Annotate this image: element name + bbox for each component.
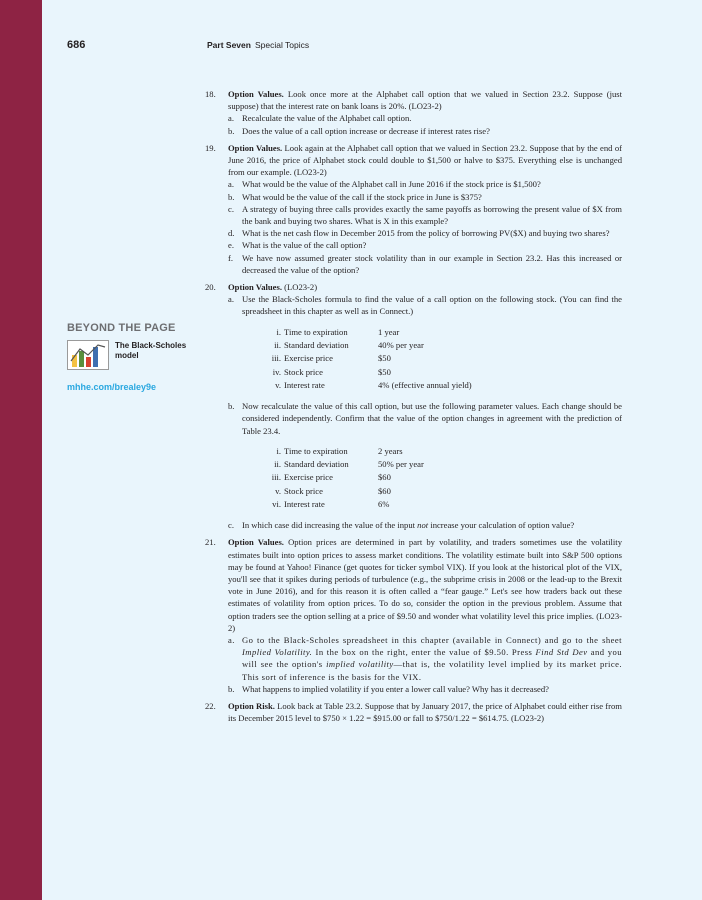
sidebar-url-link[interactable]: mhhe.com/brealey9e bbox=[67, 382, 157, 392]
question-18: 18. Option Values. Look once more at the Alphabet call option that we valued in Section 23.2. Suppose (just suppose) that the interest rate on bank loans is 20%. (LO23-2) a. Recalculate the value of the Alphabet call option. b. Does the value of a call option increase or decrease if interest rates rise? bbox=[205, 89, 622, 136]
question-21: 21. Option Values. Option prices are determined in part by volatility, and traders sometimes use the volatility estimates built into option prices to assess market conditions. The volatility estimate built into S&P 500 options may be found at Yahoo! Finance (get quotes for ticker symbol VIX). If you look at the historical plot of the VIX, you'll see that it spikes during periods of turbulence (e.g., the subprime crisis in 2008 or the lead-up to the Brexit vote in June 2016), and for this reason it is often called a “fear gauge.” Let's see how traders back out these estimates of volatility from option prices. To do so, consider the option in the previous problem. Assume that option traders see the option selling at a price of $9.50 and wonder what volatility level this price implies. (LO23-2) a. Go to the Black-Scholes spreadsheet in this chapter (available in Connect) and go to the sheet Implied Volatility. In the box on the right, enter the value of $9.50. Press Find Std Dev and you will see the option's implied volatility—that is, the volatility level implied by its market price. This sort of inference is the basis for the VIX. b. What happens to implied volatility if you enter a lower call value? Why has it decreased? bbox=[205, 537, 622, 694]
subpart-b: b. What happens to implied volatility if you enter a lower call value? Why has it decreased? bbox=[228, 683, 549, 694]
parameter-row: v. Stock price $60 bbox=[275, 485, 391, 496]
parameter-row: iii. Exercise price $60 bbox=[271, 472, 391, 483]
question-text: Look back at Table 23.2. Suppose that by January 2017, the price of Alphabet could either rise from its December 2015 level to $750 × 1.22 = $915.00 or fall to $750/1.22 = $614.75. (LO23-2) bbox=[228, 701, 622, 724]
subpart-b: b. What would be the value of the call if the stock price in June is $375? bbox=[228, 191, 482, 202]
question-title: Option Risk. bbox=[228, 701, 275, 712]
subpart-b: b. Now recalculate the value of this call option, but use the following parameter values. Each change should be considered independently. Confirm that the value of the option changes in agreement with the prediction of Table 23.4. bbox=[228, 401, 622, 436]
parameter-row: vi. Interest rate 6% bbox=[272, 498, 390, 509]
subpart-a: a. Go to the Black-Scholes spreadsheet in this chapter (available in Connect) and go to the sheet Implied Volatility. In the box on the right, enter the value of $9.50. Press Find Std Dev and you will see the option's implied volatility—that is, the volatility level implied by its market price. This sort of inference is the basis for the VIX. bbox=[228, 635, 622, 682]
question-text: (LO23-2) bbox=[284, 282, 318, 293]
parameter-row: iv. Stock price $50 bbox=[272, 366, 391, 377]
question-title: Option Values. bbox=[228, 142, 283, 153]
question-text: Option prices are determined in part by volatility, and traders sometimes use the volatility estimates built into option prices to assess market conditions. The volatility estimate built into S&P 500 options may be found at Yahoo! Finance (get quotes for ticker symbol VIX). If you look at the historical plot of the VIX, you'll see that it spikes during periods of turbulence (e.g., the subprime crisis in 2008 or the lead-up to the Brexit vote in June 2016), and for this reason it is often called a “fear gauge.” Let's see how traders back out these estimates of volatility from option prices. To do so, consider the option in the previous problem. Assume that option traders see the option selling at a price of $9.50 and wonder what volatility level this price implies. (LO23-2) bbox=[228, 537, 622, 633]
question-title: Option Values. bbox=[228, 537, 284, 548]
subpart-b: b. Does the value of a call option increase or decrease if interest rates rise? bbox=[228, 125, 490, 136]
question-text: Look once more at the Alphabet call option that we valued in Section 23.2. Suppose (just suppose) that the interest rate on bank loans is 20%. (LO23-2) bbox=[228, 89, 622, 112]
beyond-the-page-sidebar bbox=[67, 322, 187, 392]
running-head bbox=[207, 40, 309, 50]
main-column bbox=[205, 88, 622, 729]
chart-thumbnail-icon bbox=[67, 340, 109, 370]
subpart-e: e. What is the value of the call option? bbox=[228, 240, 367, 251]
parameter-row: i. Time to expiration 1 year bbox=[276, 326, 400, 337]
subpart-a: a. What would be the value of the Alphabet call in June 2016 if the stock price is $1,500? bbox=[228, 179, 541, 190]
question-19: 19. Option Values. Look again at the Alphabet call option that we valued in Section 23.2. Suppose that by the end of June 2016, the price of Alphabet stock could double to $1,500 or halve to $375. Everything else is unchanged from our example. (LO23-2) a. What would be the value of the Alphabet call in June 2016 if the stock price is $1,500? b. What would be the value of the call if the stock price in June is $375? c. A strategy of buying three calls provides exactly the same payoffs as borrowing the present value of $X from the bank and buying two shares. What is X in this example? d. What is the net cash flow in December 2015 from the policy of borrowing PV($X) and buying two shares? e. What is the value of the call option? f. We have now assumed greater stock volatility than in our example in Section 23.2. Has this increased or decreased the value of the option? bbox=[205, 142, 622, 275]
parameter-list-a bbox=[253, 326, 622, 392]
subpart-d: d. What is the net cash flow in December 2015 from the policy of borrowing PV($X) and buying two shares? bbox=[228, 228, 610, 239]
page-number: 686 bbox=[67, 39, 86, 51]
subpart-c: c. A strategy of buying three calls provides exactly the same payoffs as borrowing the present value of $X from the bank and buying two shares. What is X in this example? bbox=[228, 203, 622, 227]
sidebar-title: BEYOND THE PAGE bbox=[67, 322, 176, 334]
parameter-row: ii. Standard deviation 50% per year bbox=[274, 459, 424, 470]
parameter-row: ii. Standard deviation 40% per year bbox=[274, 339, 424, 350]
question-text: Look again at the Alphabet call option that we valued in Section 23.2. Suppose that by the end of June 2016, the price of Alphabet stock could double to $1,500 or halve to $375. Everything else is unchanged from our example. (LO23-2) bbox=[228, 142, 622, 178]
subpart-f: f. We have now assumed greater stock volatility than in our example in Section 23.2. Has this increased or decreased the value of the option? bbox=[228, 252, 622, 275]
question-title: Option Values. bbox=[228, 89, 284, 99]
parameter-row: i. Time to expiration 2 years bbox=[276, 445, 403, 456]
sidebar-resource-label: The Black-Scholes model bbox=[115, 341, 187, 360]
question-20: 20. Option Values. (LO23-2) a. Use the Black-Scholes formula to find the value of a call option on the following stock. (You can find the spreadsheet in this chapter as well as in Connect.) i. Time to expiration 1 year ii. Standard deviation 40% per year iii. Exercise price $50 iv. Stock price $50 v. Interest rate 4% (effective annual yield) b. Now recalculate the value of this call option, but use the following parameter values. Each change should be considered independently. Confirm that the value of the option changes in agreement with the prediction of Table 23.4. i. Time to expiration 2 years ii. Standard deviation 50% per year iii. Exercise price $60 v. Stock price $60 vi. Interest rate 6% c. In which case did increasing the value of the input not increase your calculation of option value? bbox=[205, 282, 622, 531]
parameter-row: iii. Exercise price $50 bbox=[271, 353, 391, 364]
parameter-list-b bbox=[253, 445, 622, 511]
question-22: 22. Option Risk. Look back at Table 23.2. Suppose that by January 2017, the price of Alphabet could either rise from its December 2015 level to $750 × 1.22 = $915.00 or fall to $750/1.22 = $614.75. (LO23-2) bbox=[205, 701, 622, 724]
subpart-a: a. Recalculate the value of the Alphabet call option. bbox=[228, 113, 412, 124]
parameter-row: v. Interest rate 4% (effective annual yield) bbox=[275, 379, 472, 390]
subpart-c: c. In which case did increasing the value of the input not increase your calculation of option value? bbox=[228, 520, 575, 531]
question-title: Option Values. bbox=[228, 282, 282, 293]
part-title: Special Topics bbox=[254, 40, 310, 50]
sidebar-resource bbox=[67, 340, 187, 370]
subpart-a: a. Use the Black-Scholes formula to find the value of a call option on the following stock. (You can find the spreadsheet in this chapter as well as in Connect.) bbox=[228, 294, 622, 317]
part-label: Part Seven bbox=[207, 40, 251, 50]
margin-band bbox=[0, 0, 42, 900]
